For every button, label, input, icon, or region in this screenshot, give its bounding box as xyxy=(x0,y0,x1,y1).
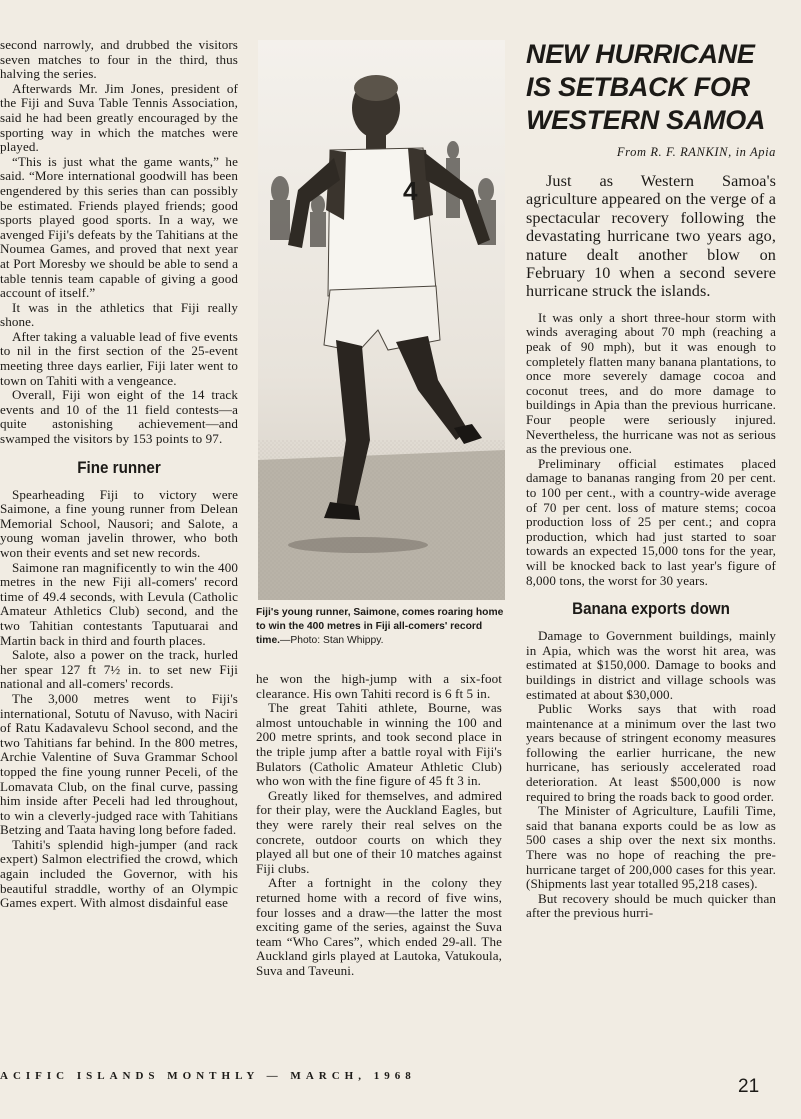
paragraph: “This is just what the game wants,” he said. “More international goodwill has been engendered by this series than can possibly be estimated. Friends played friends; good sports played good sports. In a way, we avenged Fiji's defeats by the Tahitians at the Noumea Games, and proved that next year at Port Moresby we should be able to send a table tennis team capable of giving a good account of itself.” xyxy=(0,153,238,301)
paragraph: Preliminary official estimates placed damage to bananas ranging from 20 per cent. to 100 per cent., with a country-wide average of 70 per cent. loss of mature stems; cocoa production loss of 25 per cent.; and copra production, which had just started to soar towards an expected 15,000 tons for the year, will be knocked back to last year's figure of 8,000 tons, the worst for 30 years. xyxy=(526,455,776,588)
paragraph: After a fortnight in the colony they returned home with a record of five wins, four losses and a draw—the latter the most exciting game of the series, against the Suva team “Who Cares”, which ended 29-all. The Auckland girls played at Lautoka, Vatukoula, Suva and Taveuni. xyxy=(256,875,502,978)
section-subheading: Fine runner xyxy=(77,458,161,477)
byline: From R. F. RANKIN, in Apia xyxy=(616,145,776,159)
photo-credit: —Photo: Stan Whippy. xyxy=(280,635,384,646)
bib-number: 4 xyxy=(403,176,418,206)
paragraph: Spearheading Fiji to victory were Saimone, a fine young runner from Delean Memorial School, Nausori; and Salote, a young woman javelin thrower, who both won their events and set new records. xyxy=(0,486,238,560)
paragraph: Overall, Fiji won eight of the 14 track events and 10 of the 11 field contests—a quite astonishing achievement—and swamped the visitors by 153 points to 97. xyxy=(0,387,238,447)
paragraph: The 3,000 metres went to Fiji's international, Sotutu of Navuso, with Naciri of Ratu Kadavalevu School second, and the two Tahitians far behind. In the 800 metres, Archie Valentine of Suva Grammar School topped the fine young runner Peceli, of the Lomavata Club, on the final curve, passing him inside after Peceli had led throughout, to win a cleverly-judged race with Tahitians Betzing and Taata having long before faded. xyxy=(0,690,238,838)
photo-caption xyxy=(256,606,506,648)
running-footer: ACIFIC ISLANDS MONTHLY — MARCH, 1968 xyxy=(0,1070,416,1082)
paragraph: It was in the athletics that Fiji really shone. xyxy=(0,299,238,330)
left-article-column xyxy=(0,38,238,911)
paragraph: Salote, also a power on the track, hurled her spear 127 ft 7½ in. to set new Fiji national and all-comers' records. xyxy=(0,647,238,692)
paragraph: Public Works says that with road maintenance at a minimum over the last two years because of stringent economy measures following the earlier hurricane, the new hurricane, has seriously accelerated road deterioration. At least $500,000 is now required to bring the roads back to good order. xyxy=(526,701,776,804)
paragraph: he won the high-jump with a six-foot clearance. His own Tahiti record is 6 ft 5 in. xyxy=(256,671,502,701)
paragraph: second narrowly, and drubbed the visitors seven matches to four in the third, thus halving the series. xyxy=(0,37,238,82)
paragraph: Tahiti's splendid high-jumper (and rack expert) Salmon electrified the crowd, which again included the Governor, with his beautiful straddle, worthy of an Olympic Games expert. With almost disdainful ease xyxy=(0,836,238,911)
article-headline: NEW HURRICANE IS SETBACK FOR WESTERN SAMOA xyxy=(526,39,766,135)
caption-text: Fiji's young runner, Saimone, comes roaring home to win the 400 metres in Fiji all-comers' record time. xyxy=(256,607,504,646)
paragraph: Saimone ran magnificently to win the 400 metres in the new Fiji all-comers' record time of 49.4 seconds, with Levula (Catholic Amateur Athletics Club) second, and the two Tahitian contestants Taputuarai and Martin back in third and fourth places. xyxy=(0,559,238,648)
paragraph: After taking a valuable lead of five events to nil in the first section of the 25-event meeting three days earlier, Fiji later went to town on Tahiti with a vengeance. xyxy=(0,328,238,388)
paragraph: Afterwards Mr. Jim Jones, president of the Fiji and Suva Table Tennis Association, said he had been greatly encouraged by the sporting way in which the matches were played. xyxy=(0,80,238,155)
paragraph: Damage to Government buildings, mainly in Apia, which was the worst hit area, was estimated at $150,000. Damage to books and buildings in district and village schools was estimated at about $30,000. xyxy=(526,628,776,702)
paragraph: The great Tahiti athlete, Bourne, was almost untouchable in winning the 100 and 200 metre sprints, and took second place in the triple jump after a battle royal with Fiji's Bulators (Catholic Amateur Athletic Club) who won with the fine figure of 45 ft 3 in. xyxy=(256,700,502,789)
paragraph: But recovery should be much quicker than after the previous hurri- xyxy=(526,890,776,921)
runner-photo xyxy=(258,40,505,600)
lead-paragraph: Just as Western Samoa's agriculture appeared on the verge of a spectacular recovery following the devastating hurricane two years ago, nature dealt another blow on February 10 when a second severe hurricane struck the islands. xyxy=(526,172,776,301)
paragraph: It was only a short three-hour storm with winds averaging about 70 mph (reaching a peak of 90 mph), but it was enough to completely flatten many banana plantations, to once more severely damage cocoa and coconut trees, and do more damage to buildings in Apia than the previous hurricane. Four people were seriously injured. Nevertheless, the hurricane was not as serious as the previous one. xyxy=(526,309,776,457)
middle-article-column xyxy=(256,672,502,978)
right-article-column xyxy=(526,38,776,921)
paragraph: Greatly liked for themselves, and admired for their play, were the Auckland Eagles, but they were rarely their real selves on the concrete, outdoor courts on which they played all but one of their 10 matches against Fiji clubs. xyxy=(256,787,502,876)
page-number: 21 xyxy=(738,1076,760,1097)
section-subheading: Banana exports down xyxy=(572,600,730,619)
paragraph: The Minister of Agriculture, Laufili Time, said that banana exports could be as low as 500 cases a ship over the next six months. There was no hope of reaching the pre-hurricane target of 200,000 cases for this year. (Shipments last year totalled 95,218 cases). xyxy=(526,803,776,892)
